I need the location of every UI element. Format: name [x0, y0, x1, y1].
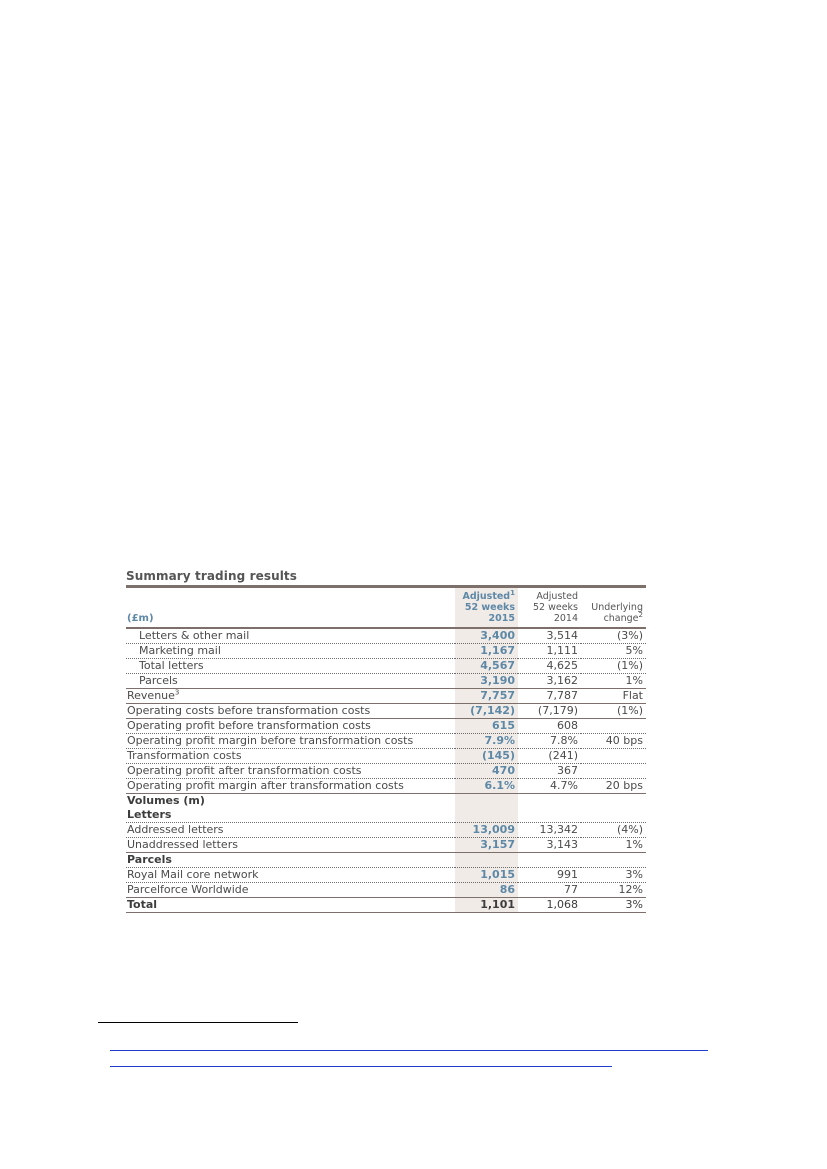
row-label: Revenue$^3$ [127, 688, 180, 702]
value-change: (1%) [616, 659, 643, 672]
footnote-link-line-2[interactable] [110, 1051, 612, 1067]
value-change: Flat [622, 689, 643, 702]
value-change: 12% [618, 883, 643, 896]
row-label: Unaddressed letters [127, 838, 238, 851]
value-2015: (7,142) [470, 704, 515, 717]
table-row [126, 764, 646, 779]
value-change: 3% [625, 898, 643, 911]
value-2014: 13,342 [539, 823, 578, 836]
value-2015: 4,567 [480, 659, 515, 672]
summary-trading-results-table [126, 567, 646, 913]
table-row [126, 838, 646, 853]
table-row-total [126, 898, 646, 913]
row-label: Parcels [139, 674, 178, 687]
value-2015: 6.1% [484, 779, 515, 792]
row-label: Parcelforce Worldwide [127, 883, 249, 896]
row-label: Operating profit after transformation costs [127, 764, 362, 777]
table-row [126, 628, 646, 644]
value-change: 5% [625, 644, 643, 657]
value-2014: 7.8% [550, 734, 578, 747]
value-2015: 86 [499, 883, 515, 896]
section-header-row [126, 853, 646, 868]
column-header-2014: Adjusted 52 weeks 2014 [532, 591, 578, 624]
value-2015: 3,400 [480, 629, 515, 642]
value-2014: 1,068 [546, 898, 578, 911]
value-2014: (7,179) [537, 704, 578, 717]
table-title: Summary trading results [126, 569, 298, 583]
value-2014: 4,625 [546, 659, 578, 672]
table-row [126, 823, 646, 838]
value-2015: 615 [492, 719, 515, 732]
footnote-separator [98, 1022, 298, 1023]
value-change [581, 764, 646, 779]
value-change: 1% [625, 674, 643, 687]
value-2014: 3,143 [546, 838, 578, 851]
table-row [126, 749, 646, 764]
value-2014: (241) [548, 749, 578, 762]
row-label: Operating profit margin after transformation costs [127, 779, 404, 792]
section-header-row [126, 794, 646, 809]
value-2015: 1,167 [480, 644, 515, 657]
table-row [126, 704, 646, 719]
row-label: Total letters [139, 659, 204, 672]
value-2014: 608 [557, 719, 578, 732]
value-2015: 7.9% [484, 734, 515, 747]
value-change [581, 749, 646, 764]
table-row [126, 883, 646, 898]
value-change: (3%) [616, 629, 643, 642]
table-row [126, 674, 646, 689]
value-2015: 1,101 [480, 898, 515, 911]
value-change: (4%) [616, 823, 643, 836]
row-label: Transformation costs [127, 749, 242, 762]
column-header-2015: Adjusted$^1$ 52 weeks 2015 [462, 588, 515, 624]
header-row [126, 588, 646, 628]
table-row [126, 644, 646, 659]
row-label: Letters & other mail [139, 629, 250, 642]
value-2014: 1,111 [546, 644, 578, 657]
footnote-link-line-1[interactable] [110, 1035, 708, 1051]
row-label: Total [127, 898, 158, 911]
value-2014: 4.7% [550, 779, 578, 792]
value-2015: 3,190 [480, 674, 515, 687]
value-change: 3% [625, 868, 643, 881]
row-label: Operating costs before transformation costs [127, 704, 371, 717]
value-2014: 7,787 [546, 689, 578, 702]
results-table [126, 588, 646, 913]
value-2015: 13,009 [472, 823, 515, 836]
value-2015: 470 [492, 764, 515, 777]
row-label: Operating profit before transformation costs [127, 719, 371, 732]
table-row [126, 689, 646, 704]
value-2015: (145) [481, 749, 515, 762]
value-2014: 3,514 [546, 629, 578, 642]
row-label: Addressed letters [127, 823, 224, 836]
value-2014: 991 [557, 868, 578, 881]
value-2014: 3,162 [546, 674, 578, 687]
table-row [126, 868, 646, 883]
table-row [126, 734, 646, 749]
section-heading: Letters [127, 808, 172, 821]
value-2015: 3,157 [480, 838, 515, 851]
value-2014: 77 [564, 883, 578, 896]
value-2015: 7,757 [480, 689, 515, 702]
value-change: 1% [625, 838, 643, 851]
column-header-change: Underlying change$^2$ [591, 602, 643, 624]
row-label: Royal Mail core network [127, 868, 259, 881]
section-heading: Volumes (m) [127, 794, 205, 807]
section-heading: Parcels [127, 853, 172, 866]
value-change: (1%) [616, 704, 643, 717]
section-header-row [126, 808, 646, 823]
table-row [126, 779, 646, 794]
value-2014: 367 [557, 764, 578, 777]
row-label: Marketing mail [139, 644, 221, 657]
footnote-link[interactable] [110, 1035, 710, 1067]
table-row [126, 659, 646, 674]
value-change: 40 bps [605, 734, 643, 747]
value-change [581, 719, 646, 734]
value-2015: 1,015 [480, 868, 515, 881]
unit-label: (£m) [127, 613, 154, 624]
table-row [126, 719, 646, 734]
value-change: 20 bps [605, 779, 643, 792]
row-label: Operating profit margin before transformation costs [127, 734, 414, 747]
